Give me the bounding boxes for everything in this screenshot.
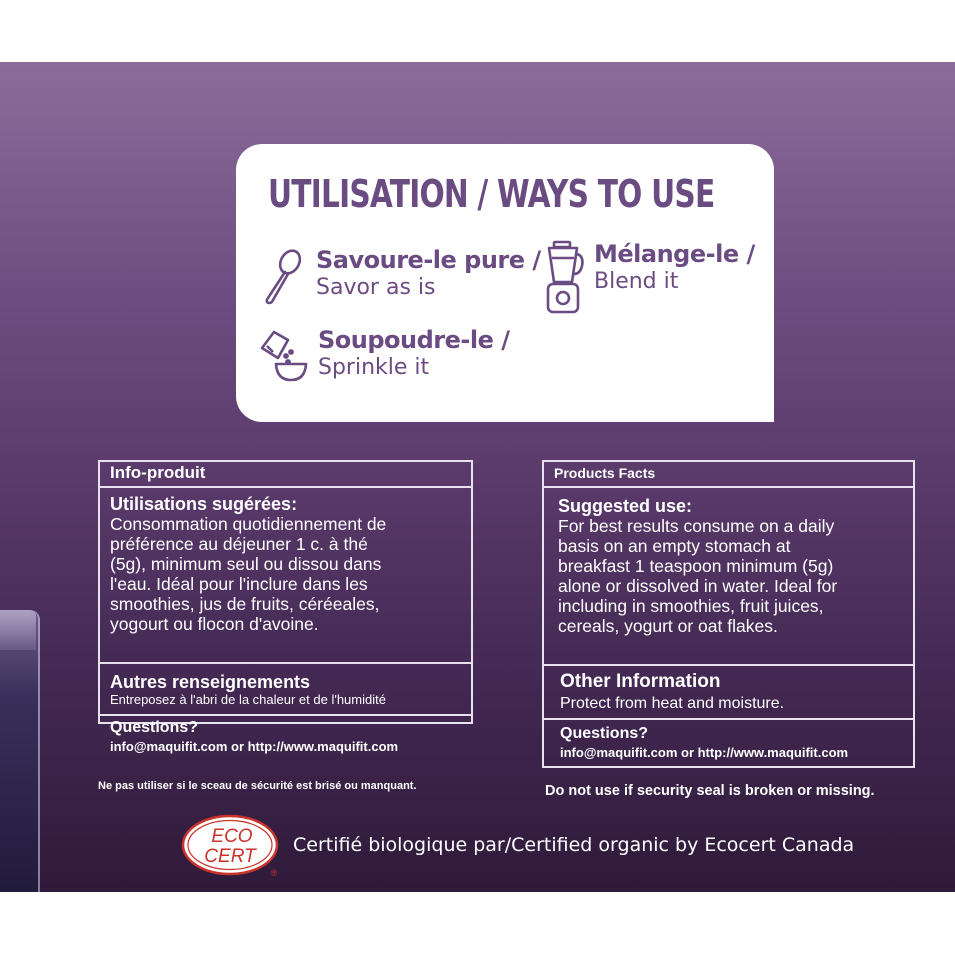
other-information-title: Other Information <box>560 671 721 692</box>
products-facts-panel <box>542 460 915 768</box>
product-banner <box>0 62 955 892</box>
use-item-blend-fr: Mélange-le / <box>594 240 755 268</box>
spoon-icon <box>260 246 306 306</box>
autres-section <box>100 664 471 716</box>
info-produit-panel <box>98 460 473 754</box>
use-item-sprinkle <box>258 326 510 382</box>
questions-contact-en: info@maquifit.com or http://www.maquifit.com <box>560 745 849 760</box>
questions-contact-fr: info@maquifit.com or http://www.maquifit.com <box>110 739 399 754</box>
other-information-body: Protect from heat and moisture. <box>560 695 785 712</box>
utilisations-line: préférence au déjeuner 1 c. à thé <box>110 534 368 554</box>
suggested-use-line: basis on an empty stomach at <box>558 536 791 556</box>
questions-section-fr <box>100 716 471 756</box>
ways-to-use-title: UTILISATION / WAYS TO USE <box>268 172 715 216</box>
use-item-savor-fr: Savoure-le pure / <box>316 246 541 274</box>
questions-title-fr: Questions? <box>110 719 199 736</box>
suggested-use-line: For best results consume on a daily <box>558 516 835 536</box>
smoothie-glass-image <box>0 610 40 892</box>
security-warning-en: Do not use if security seal is broken or missing. <box>545 783 875 799</box>
info-produit-header: Info-produit <box>100 462 471 488</box>
ecocert-logo-mark: ® <box>270 868 278 878</box>
utilisations-line: yogourt ou flocon d'avoine. <box>110 614 319 634</box>
ecocert-logo-cert: CERT <box>204 846 256 867</box>
autres-body: Entreposez à l'abri de la chaleur et de l'humidité <box>110 692 386 707</box>
suggested-use-title: Suggested use: <box>558 496 693 516</box>
questions-title-en: Questions? <box>560 725 649 742</box>
smoothie-glass-rim <box>0 610 36 650</box>
suggested-use-line: cereals, yogurt or oat flakes. <box>558 616 778 636</box>
utilisations-section <box>100 488 471 664</box>
sprinkle-bowl-icon <box>258 326 308 382</box>
suggested-use-section <box>544 488 913 666</box>
products-facts-header: Products Facts <box>544 462 913 488</box>
suggested-use-line: alone or dissolved in water. Ideal for <box>558 576 838 596</box>
autres-title: Autres renseignements <box>110 672 311 692</box>
suggested-use-line: breakfast 1 teaspoon minimum (5g) <box>558 556 834 576</box>
use-item-blend-en: Blend it <box>594 269 679 294</box>
questions-section-en <box>544 720 913 762</box>
use-item-savor <box>260 246 541 306</box>
ecocert-logo-eco: ECO <box>211 826 253 847</box>
ecocert-logo <box>180 814 284 878</box>
use-item-sprinkle-en: Sprinkle it <box>318 355 430 380</box>
ways-to-use-card <box>236 144 774 422</box>
other-information-section <box>544 666 913 720</box>
certification-text: Certifié biologique par/Certified organic by Ecocert Canada <box>293 834 855 856</box>
use-item-savor-en: Savor as is <box>316 275 436 300</box>
utilisations-title: Utilisations sugérées: <box>110 494 298 514</box>
use-item-blend <box>542 240 755 314</box>
suggested-use-line: including in smoothies, fruit juices, <box>558 596 824 616</box>
use-item-sprinkle-fr: Soupoudre-le / <box>318 326 510 354</box>
utilisations-line: Consommation quotidiennement de <box>110 514 387 534</box>
utilisations-line: smoothies, jus de fruits, céréeales, <box>110 594 380 614</box>
utilisations-line: (5g), minimum seul ou dissou dans <box>110 554 382 574</box>
security-warning-fr: Ne pas utiliser si le sceau de sécurité est brisé ou manquant. <box>98 780 417 792</box>
utilisations-line: l'eau. Idéal pour l'inclure dans les <box>110 574 368 594</box>
blender-icon <box>542 240 584 314</box>
